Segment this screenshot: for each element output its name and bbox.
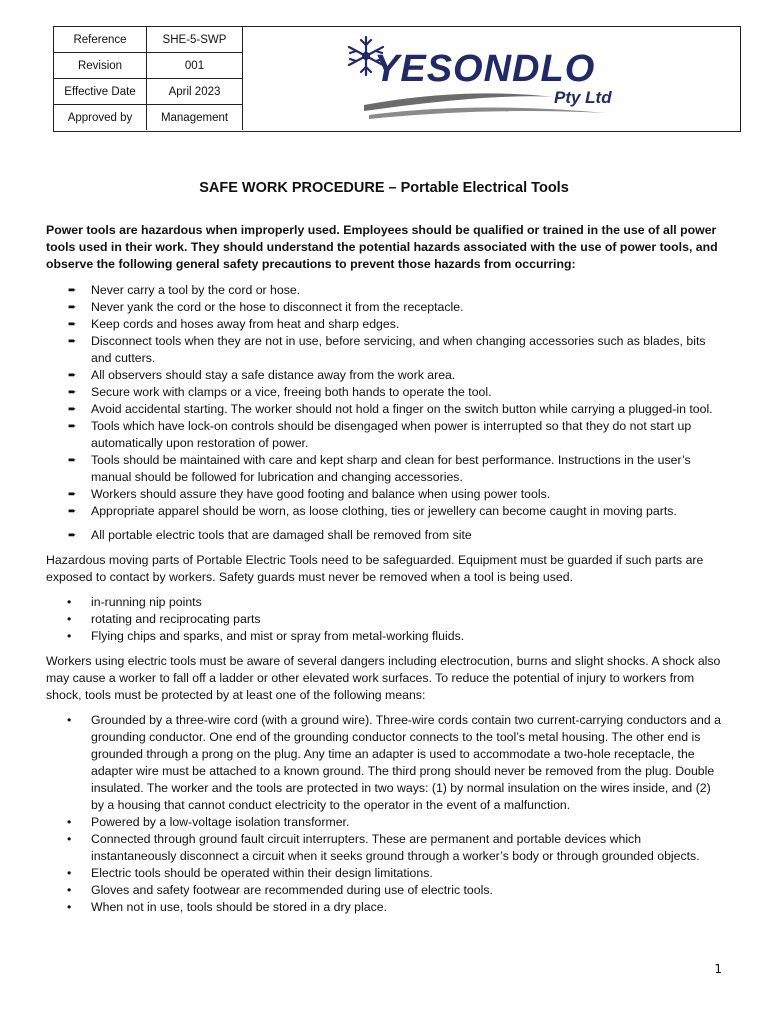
table-row	[54, 79, 243, 105]
revision-label: Revision	[54, 53, 147, 79]
bullet-icon: •	[67, 612, 72, 626]
list-item: ➨ Tools should be maintained with care and kept sharp and clean for best performance. Instructions in the user’s manual should be followed for lubrication and changing accessories.	[68, 453, 691, 484]
page-number: 1	[714, 962, 722, 976]
list-item: ➨ Tools which have lock-on controls should be disengaged when power is interrupted so that they do not start up automatically upon restoration of power.	[68, 419, 692, 450]
list-item: ➨ Disconnect tools when they are not in use, before servicing, and when changing accessories such as blades, bits and cutters.	[68, 334, 706, 365]
list-item: ➨ Appropriate apparel should be worn, as loose clothing, ties or jewellery can become caught in moving parts.	[68, 504, 677, 518]
list-item: • Connected through ground fault circuit interrupters. These are permanent and portable devices which instantaneously disconnect a circuit when it seeks ground through a worker’s body or through grounded objects.	[67, 832, 700, 863]
guard-list	[46, 594, 722, 645]
revision-value: 001	[147, 53, 243, 79]
bullet-icon: •	[67, 900, 72, 914]
list-item: • Gloves and safety footwear are recommended during use of electric tools.	[67, 883, 493, 897]
arrow-bullet-icon: ➨	[68, 336, 77, 347]
document-header	[53, 26, 741, 132]
list-item: ➨ All observers should stay a safe distance away from the work area.	[68, 368, 456, 382]
bullet-icon: •	[67, 866, 72, 880]
arrow-bullet-icon: ➨	[68, 370, 77, 381]
list-item: • rotating and reciprocating parts	[67, 612, 261, 626]
list-item: • Flying chips and sparks, and mist or spray from metal-working fluids.	[67, 629, 465, 643]
document-control-table	[54, 27, 243, 130]
arrow-bullet-icon: ➨	[68, 404, 77, 415]
arrow-bullet-icon: ➨	[68, 421, 77, 432]
effective-date-value: April 2023	[147, 79, 243, 105]
intro-paragraph: Power tools are hazardous when improperly used. Employees should be qualified or trained in the use of all power tools used in their work. They should understand the potential hazards associated with the use of power tools, and observe the following general safety precautions to prevent those hazards from occurring:	[46, 223, 718, 271]
list-item: ➨ Avoid accidental starting. The worker should not hold a finger on the switch button while carrying a plugged-in tool.	[68, 402, 713, 416]
bullet-icon: •	[67, 629, 72, 643]
effective-date-label: Effective Date	[54, 79, 147, 105]
list-item: ➨ Keep cords and hoses away from heat and sharp edges.	[68, 317, 400, 331]
list-item: ➨ Workers should assure they have good footing and balance when using power tools.	[68, 487, 551, 501]
list-item: • Grounded by a three-wire cord (with a ground wire). Three-wire cords contain two current-carrying conductors and a grounding conductor. One end of the grounding conductor connects to the tool’s metal housing. The other end is grounded through a prong on the plug. Any time an adapter is used to accommodate a two-hole receptacle, the adapter wire must be attached to a known ground. The third prong should never be removed from the plug. Double insulated. The worker and the tools are protected in two ways: (1) by normal insulation on the wires inside, and (2) by a housing that cannot conduct electricity to the operator in the event of a malfunction.	[67, 713, 721, 812]
arrow-bullet-icon: ➨	[68, 530, 77, 541]
list-spacer	[46, 520, 722, 527]
arrow-bullet-icon: ➨	[68, 302, 77, 313]
bullet-icon: •	[67, 832, 72, 846]
company-logo	[344, 31, 624, 127]
approved-by-value: Management	[147, 105, 243, 131]
list-item: ➨ Never yank the cord or the hose to disconnect it from the receptacle.	[68, 300, 464, 314]
shock-protection-list	[46, 712, 722, 916]
table-row	[54, 27, 243, 53]
reference-label: Reference	[54, 27, 147, 53]
table-row	[54, 53, 243, 79]
logo-name: YESONDLO	[374, 48, 596, 90]
bullet-icon: •	[67, 595, 72, 609]
arrow-bullet-icon: ➨	[68, 506, 77, 517]
list-item: ➨ Never carry a tool by the cord or hose.	[68, 283, 301, 297]
guard-paragraph: Hazardous moving parts of Portable Electric Tools need to be safeguarded. Equipment must be guarded if such parts are exposed to contact by workers. Safety guards must never be removed when a tool is being used.	[46, 553, 704, 584]
list-item: • in-running nip points	[67, 595, 202, 609]
bullet-icon: •	[67, 713, 72, 727]
list-item: ➨ Secure work with clamps or a vice, freeing both hands to operate the tool.	[68, 385, 492, 399]
arrow-bullet-icon: ➨	[68, 387, 77, 398]
list-item: • Electric tools should be operated within their design limitations.	[67, 866, 433, 880]
approved-by-label: Approved by	[54, 105, 147, 131]
reference-value: SHE-5-SWP	[147, 27, 243, 53]
shock-paragraph: Workers using electric tools must be aware of several dangers including electrocution, burns and slight shocks. A shock also may cause a worker to fall off a ladder or other elevated work surfaces. To reduce the potential of injury to workers from shock, tools must be protected by at least one of the following means:	[46, 654, 721, 702]
bullet-icon: •	[67, 815, 72, 829]
table-row	[54, 105, 243, 131]
precautions-list	[46, 282, 722, 544]
page-title: SAFE WORK PROCEDURE – Portable Electrical Tools	[199, 180, 569, 196]
logo-sub: Pty Ltd	[554, 88, 612, 107]
document-body	[46, 222, 722, 916]
arrow-bullet-icon: ➨	[68, 489, 77, 500]
logo-swoosh-lower	[369, 107, 606, 119]
arrow-bullet-icon: ➨	[68, 455, 77, 466]
arrow-bullet-icon: ➨	[68, 319, 77, 330]
arrow-bullet-icon: ➨	[68, 285, 77, 296]
list-item: ➨ All portable electric tools that are damaged shall be removed from site	[68, 528, 472, 542]
list-item: • Powered by a low-voltage isolation transformer.	[67, 815, 350, 829]
list-item: • When not in use, tools should be stored in a dry place.	[67, 900, 387, 914]
bullet-icon: •	[67, 883, 72, 897]
